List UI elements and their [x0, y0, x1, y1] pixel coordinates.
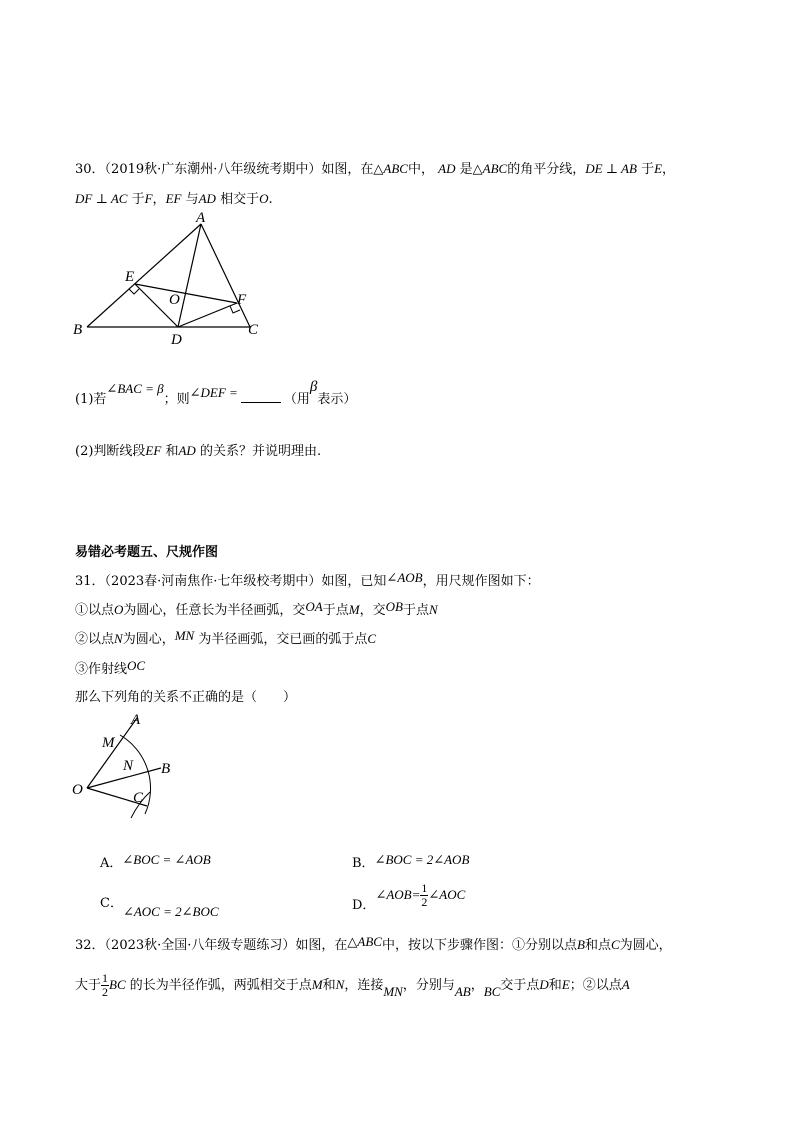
q30-de-perp-ab: DE ⊥ AB	[585, 161, 637, 176]
q31-ray-ob: OB	[385, 599, 403, 614]
q30-text: 的关系？并说明理由.	[199, 444, 322, 459]
q30-ef: EF	[165, 191, 182, 206]
ray-oa	[87, 718, 137, 788]
q32-text: ，	[470, 978, 484, 993]
q30-ad: AD	[438, 161, 456, 176]
q30-text: 与	[185, 192, 199, 207]
q31-step1	[75, 599, 438, 618]
q30-text: 于	[131, 192, 145, 207]
q30-ef: EF	[145, 443, 162, 458]
q30-angle-def: ∠DEF =	[189, 385, 238, 400]
label-a: A	[196, 210, 206, 226]
q32-point-n: N	[335, 977, 345, 992]
q32-point-d: D	[539, 977, 549, 992]
q30-point-o: O	[259, 191, 269, 206]
q31-angle-aob: ∠AOB	[386, 570, 423, 585]
q31-option-b[interactable]	[352, 852, 469, 871]
option-a-label: A．	[100, 856, 123, 871]
fraction-numerator: 1	[421, 881, 428, 895]
q32-text: 中，按以下步骤作图：①分别以点	[381, 938, 577, 953]
q30-angle-bac: ∠BAC = β	[106, 381, 164, 396]
q32-segment-ab: AB	[454, 984, 471, 999]
q30-line2	[75, 188, 273, 207]
q31-point-m: M	[348, 602, 360, 617]
q30-text: 和	[165, 444, 179, 459]
q32-text: 如图，在	[295, 938, 348, 953]
q32-text: 和	[548, 978, 562, 993]
q30-text: 相交于	[220, 192, 260, 207]
fraction-numerator: 1	[102, 971, 109, 985]
q32-text: ，分别与	[402, 978, 455, 993]
q31-text: ①以点	[75, 603, 115, 618]
q31-point-o: O	[114, 602, 124, 617]
fraction-denominator: 2	[102, 985, 109, 999]
q31-step2	[75, 628, 376, 647]
label-d: D	[171, 332, 182, 348]
option-c-label: C．	[100, 896, 123, 911]
q32-point-m: M	[311, 977, 323, 992]
q31-stem	[75, 570, 540, 589]
q31-text: ③作射线	[75, 662, 128, 677]
fraction-denominator: 2	[421, 895, 428, 909]
q31-number: 31．	[75, 574, 105, 589]
q31-option-c[interactable]	[100, 892, 219, 919]
q30-point-f: F	[144, 191, 153, 206]
q30-answer-blank[interactable]	[241, 390, 281, 403]
q30-text: 中，	[407, 162, 434, 177]
label-m: M	[102, 735, 115, 751]
q31-text: 于点	[322, 603, 349, 618]
side-ab	[87, 224, 201, 327]
q30-part2	[75, 440, 321, 459]
label-b: B	[73, 322, 83, 338]
q31-source: （2023春·河南焦作·七年级校考期中）	[104, 574, 322, 589]
label-c: C	[133, 790, 144, 806]
q32-point-e: E	[561, 977, 570, 992]
q31-option-a[interactable]	[100, 852, 211, 871]
q32-text: ，连接	[344, 978, 384, 993]
q30-text: 于	[641, 162, 655, 177]
q32-number: 32．	[75, 938, 105, 953]
q32-line2	[75, 972, 630, 999]
option-b-text: ∠BOC = 2∠AOB	[374, 852, 470, 867]
q30-text: (2)判断线段	[75, 444, 146, 459]
q32-segment-bc: BC	[483, 984, 501, 999]
label-o: O	[169, 292, 180, 308]
q32-text: 的长为半径作弧，两弧相交于点	[129, 978, 312, 993]
q30-text: 如图，在	[321, 162, 374, 177]
option-b-label: B．	[352, 856, 375, 871]
q32-point-c: C	[610, 937, 620, 952]
q31-point-n: N	[429, 602, 438, 617]
q30-beta: β	[309, 379, 318, 395]
q32-text: 为圆心，	[619, 938, 672, 953]
q32-segment-mn: MN	[383, 984, 403, 999]
q31-step3	[75, 658, 145, 677]
q30-text: 的角平分线，	[507, 162, 586, 177]
label-e: E	[125, 269, 135, 285]
q31-point-c: C	[367, 631, 377, 646]
q32-text: 和	[322, 978, 336, 993]
segment-ef	[135, 284, 237, 303]
q30-line1	[75, 158, 675, 177]
q30-ad: AD	[198, 191, 216, 206]
q32-point-b: B	[577, 937, 585, 952]
q31-ray-oa: OA	[305, 599, 323, 614]
q30-ad: AD	[178, 443, 196, 458]
q32-point-a: A	[621, 977, 630, 992]
q30-text: 是	[459, 162, 473, 177]
q30-text: 表示）	[317, 392, 357, 407]
label-f: F	[237, 292, 247, 308]
q31-text: ，用尺规作图如下：	[422, 574, 540, 589]
option-c-text: ∠AOC = 2∠BOC	[122, 904, 219, 919]
q30-part1	[75, 379, 357, 408]
q31-ray-oc: OC	[127, 658, 146, 673]
option-d-right: ∠AOC	[428, 887, 466, 902]
label-o: O	[72, 782, 83, 798]
q30-text: ，	[152, 192, 166, 207]
option-d-label: D．	[352, 898, 376, 913]
q31-figure	[65, 710, 195, 825]
segment-df	[178, 303, 237, 327]
segment-ad	[178, 224, 201, 327]
q31-option-d[interactable]	[352, 881, 466, 913]
q32-line1	[75, 934, 672, 953]
q32-segment-bc: BC	[109, 977, 126, 992]
q32-triangle-abc: △ABC	[347, 934, 382, 949]
q31-point-n: N	[114, 631, 123, 646]
q31-text: 如图，已知	[321, 574, 387, 589]
q31-segment-mn: MN	[174, 628, 195, 643]
q31-text: ，交	[359, 603, 386, 618]
q32-source: （2023秋·全国·八年级专题练习）	[104, 938, 296, 953]
label-c: C	[248, 322, 259, 338]
q31-text: ②以点	[75, 632, 115, 647]
q30-text: ，	[662, 162, 676, 177]
q32-text: 和点	[584, 938, 611, 953]
q30-text: .	[268, 192, 273, 207]
label-b: B	[161, 761, 171, 777]
q30-df-perp-ac: DF ⊥ AC	[75, 191, 128, 206]
right-angle-mark-e	[129, 289, 139, 294]
q30-point-e: E	[654, 161, 663, 176]
option-d-left: ∠AOB=	[375, 887, 421, 902]
q30-number: 30．	[75, 162, 105, 177]
q31-question: 那么下列角的关系不正确的是（ ）	[75, 690, 297, 705]
q31-text: 为半径画弧，交已画的弧于点	[198, 632, 368, 647]
q31-text: 为圆心，	[122, 632, 175, 647]
q32-text: ；②以点	[569, 978, 622, 993]
label-a: A	[131, 712, 141, 728]
section-title: 易错必考题五、尺规作图	[75, 545, 219, 560]
q31-text: 于点	[402, 603, 429, 618]
q30-text: (1)若	[75, 392, 107, 407]
label-n: N	[123, 758, 134, 774]
q30-triangle-abc: △ABC	[373, 161, 408, 176]
q30-text: ；则	[163, 392, 190, 407]
side-ac	[201, 224, 250, 327]
q30-triangle-abc: △ABC	[472, 161, 508, 176]
q31-text: 为圆心，任意长为半径画弧，交	[123, 603, 306, 618]
q32-text: 大于	[75, 978, 102, 993]
q30-source: （2019秋·广东潮州·八年级统考期中）	[104, 162, 322, 177]
q30-figure	[65, 210, 275, 350]
q32-text: 交于点	[500, 978, 540, 993]
option-a-text: ∠BOC = ∠AOB	[122, 852, 211, 867]
q32-half-fraction	[101, 972, 109, 999]
q30-text: （用	[283, 392, 310, 407]
